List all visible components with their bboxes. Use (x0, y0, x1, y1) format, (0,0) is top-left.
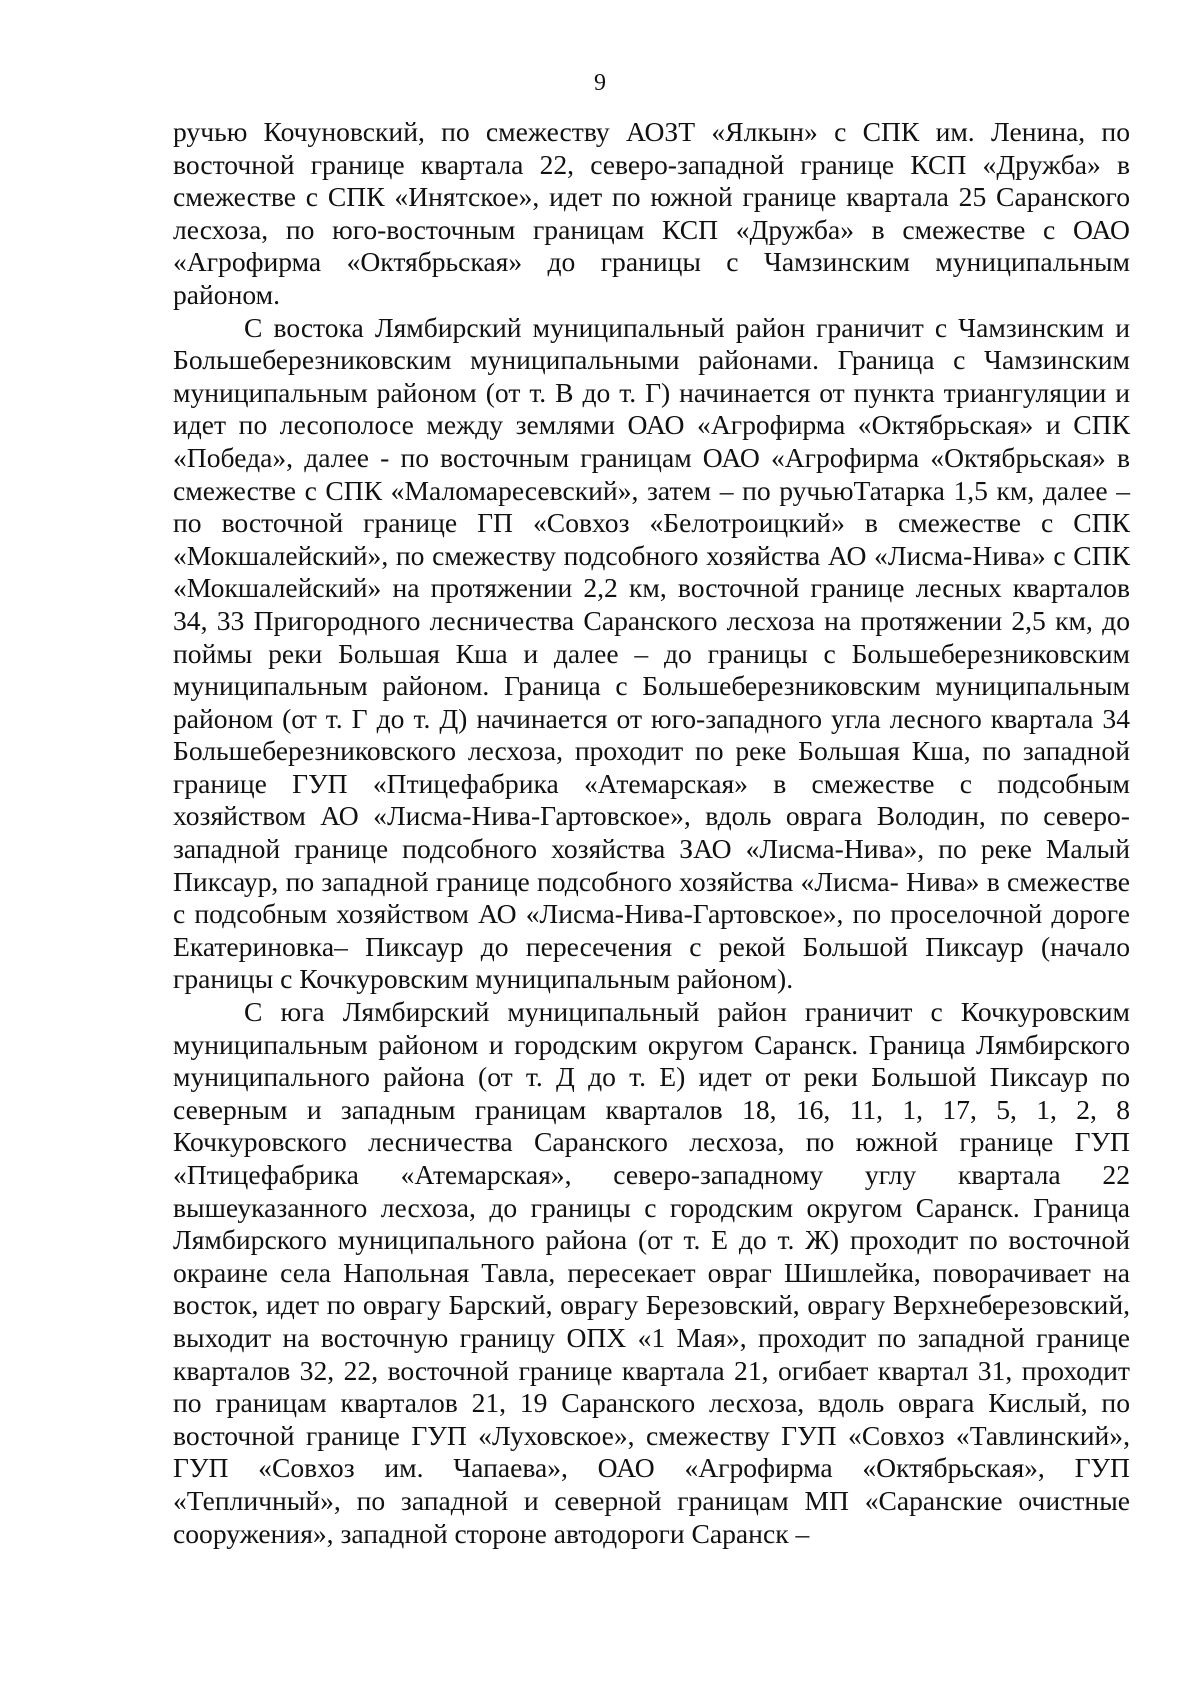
paragraph-3: С юга Лямбирский муниципальный район граничит с Кочкуровским муниципальным районом и городским округом Саранск. Граница Лямбирского муниципального района (от т. Д до т. Е) идет от реки Большой Пиксаур по северным и западным границам кварталов 18, 16, 11, 1, 17, 5, 1, 2, 8 Кочкуровского лесничества Саранского лесхоза, по южной границе ГУП «Птицефабрика «Атемарская», северо-западному углу квартала 22 вышеуказанного лесхоза, до границы с городским округом Саранск. Граница Лямбирского муниципального района (от т. Е до т. Ж) проходит по восточной окраине села Напольная Тавла, пересекает овраг Шишлейка, поворачивает на восток, идет по оврагу Барский, оврагу Березовский, оврагу Верхнеберезовский, выходит на восточную границу ОПХ «1 Мая», проходит по западной границе кварталов 32, 22, восточной границе квартала 21, огибает квартал 31, проходит по границам кварталов 21, 19 Саранского лесхоза, вдоль оврага Кислый, по восточной границе ГУП «Луховское», смежеству ГУП «Совхоз «Тавлинский», ГУП «Совхоз им. Чапаева», ОАО «Агрофирма «Октябрьская», ГУП «Тепличный», по западной и северной границам МП «Саранские очистные сооружения», западной стороне автодороги Саранск – (173, 996, 1130, 1549)
page-number: 9 (594, 70, 606, 96)
document-body (173, 116, 1130, 1550)
paragraph-2: С востока Лямбирский муниципальный район граничит с Чамзинским и Большеберезниковским муниципальными районами. Граница с Чамзинским муниципальным районом (от т. В до т. Г) начинается от пункта триангуляции и идет по лесополосе между землями ОАО «Агрофирма «Октябрьская» и СПК «Победа», далее - по восточным границам ОАО «Агрофирма «Октябрьская» в смежестве с СПК «Маломаресевский», затем – по ручьюТатарка 1,5 км, далее – по восточной границе ГП «Совхоз «Белотроицкий» в смежестве с СПК «Мокшалейский», по смежеству подсобного хозяйства АО «Лисма-Нива» с СПК «Мокшалейский» на протяжении 2,2 км, восточной границе лесных кварталов 34, 33 Пригородного лесничества Саранского лесхоза на протяжении 2,5 км, до поймы реки Большая Кша и далее – до границы с Большеберезниковским муниципальным районом. Граница с Большеберезниковским муниципальным районом (от т. Г до т. Д) начинается от юго-западного угла лесного квартала 34 Большеберезниковского лесхоза, проходит по реке Большая Кша, по западной границе ГУП «Птицефабрика «Атемарская» в смежестве с подсобным хозяйством АО «Лисма-Нива-Гартовское», вдоль оврага Володин, по северо-западной границе подсобного хозяйства ЗАО «Лисма-Нива», по реке Малый Пиксаур, по западной границе подсобного хозяйства «Лисма- Нива» в смежестве с подсобным хозяйством АО «Лисма-Нива-Гартовское», по проселочной дороге Екатериновка– Пиксаур до пересечения с рекой Большой Пиксаур (начало границы с Кочкуровским муниципальным районом). (173, 311, 1130, 995)
paragraph-1: ручью Кочуновский, по смежеству АОЗТ «Ялкын» с СПК им. Ленина, по восточной границе квартала 22, северо-западной границе КСП «Дружба» в смежестве с СПК «Инятское», идет по южной границе квартала 25 Саранского лесхоза, по юго-восточным границам КСП «Дружба» в смежестве с ОАО «Агрофирма «Октябрьская» до границы с Чамзинским муниципальным районом. (173, 116, 1130, 310)
